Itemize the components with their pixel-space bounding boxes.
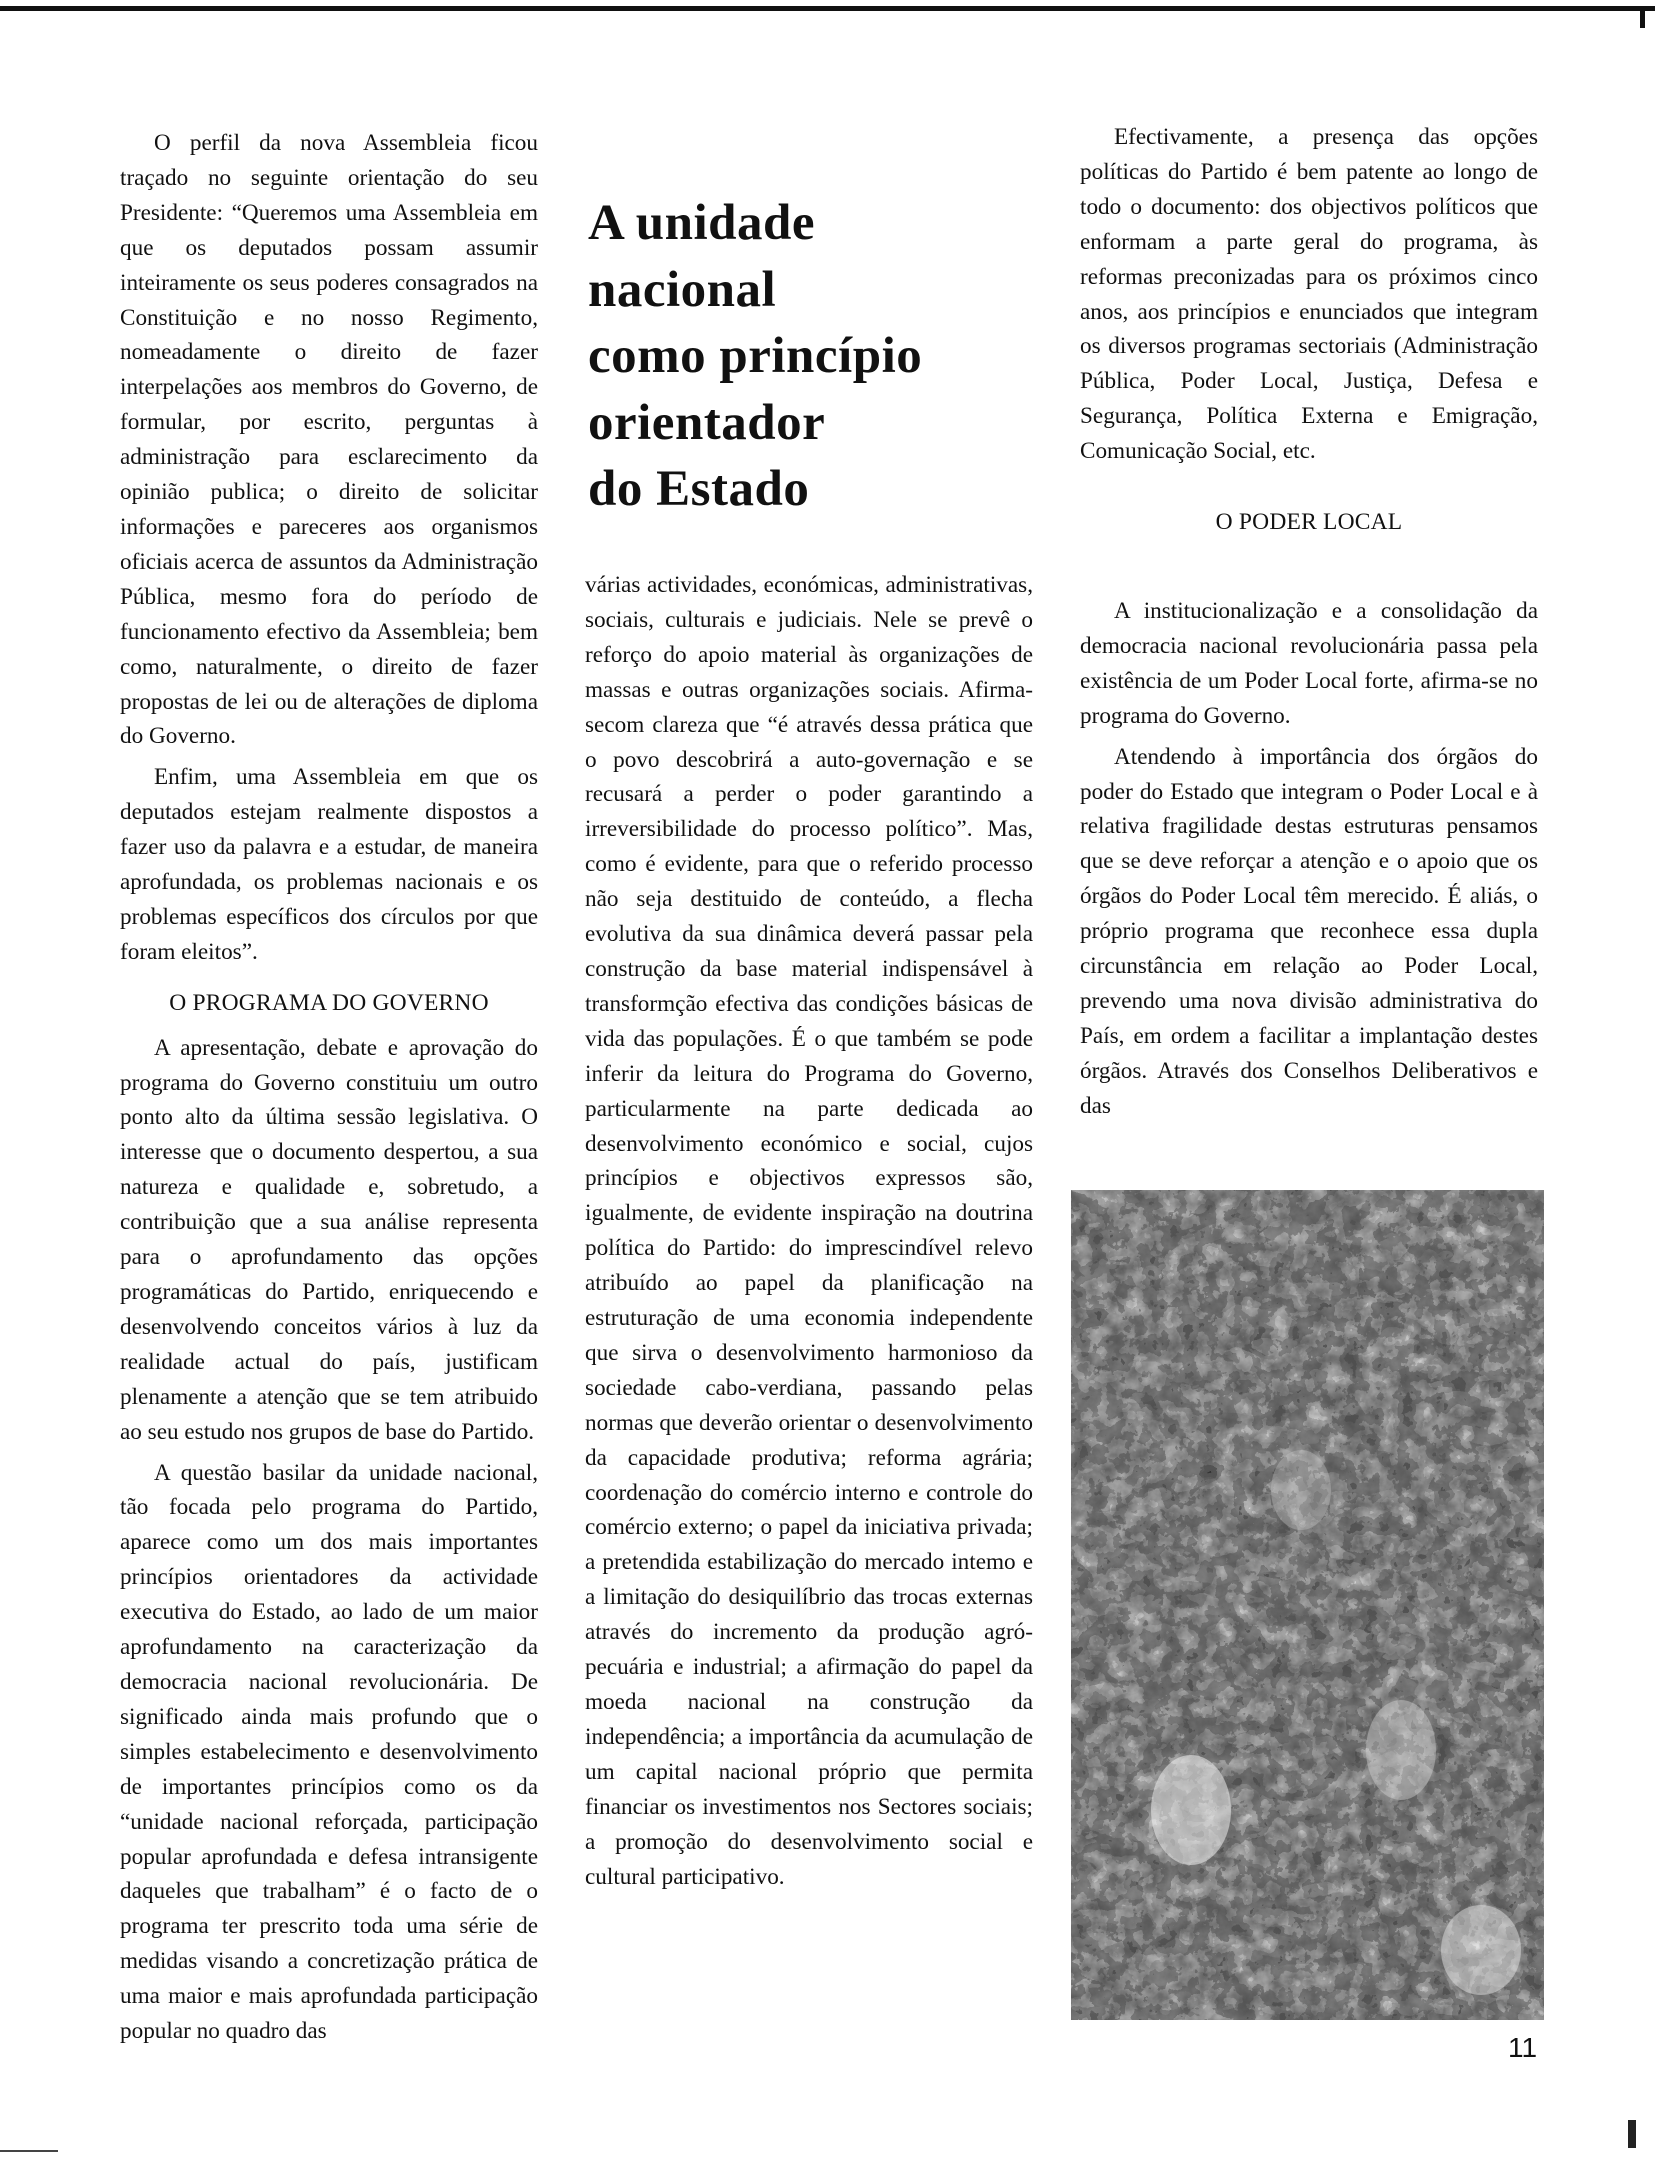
paragraph: Efectivamente, a presença das opções políticas do Partido é bem patente ao longo de todo o documento: dos objectivos políticos que enformam a parte geral do programa, às reformas preconizadas para os próximos cinco anos, aos princípios e enunciados que integram os diversos programas sectoriais (Administração Pública, Poder Local, Justiça, Defesa e Segurança, Política Externa e Emigração, Comunicação Social, etc. [1080,124,1538,465]
crowd-photo [1071,1190,1544,2020]
paragraph: A questão basilar da unidade nacional, tão focada pelo programa do Partido, aparece como um dos mais importantes princípios orientadores da actividade executiva do Estado, ao lado de um maior aprofundamento na caracterização da democracia nacional revolucionária. De significado ainda mais profundo que o simples estabelecimento e desenvolvimento de importantes princípios como os da “unidade nacional reforçada, participação popular aprofundada e defesa intransigente daqueles que trabalham” é o facto de o programa ter prescrito toda uma série de medidas visando a concretização prática de uma maior e mais aprofundada participação popular no quadro das [120,1459,538,2045]
title-line: nacional [588,261,777,318]
column-1 [120,126,538,2049]
scan-mark [1628,2120,1636,2148]
section-heading: O PROGRAMA DO GOVERNO [169,989,489,1016]
paragraph: várias actividades, económicas, administrativas, sociais, culturais e judiciais. Nele se prevê o reforço do apoio material às organizações de massas e outras organizações sociais. Afirma-secom clareza que “é através dessa prática que o povo descobrirá a auto-governação e se recusará a perder o poder garantindo a irreversibilidade do processo político”. Mas, como é evidente, para que o referido processo não seja destituido de conteúdo, a flecha evolutiva da sua dinâmica deverá passar pela construção da base material indispensável à transformção efectiva das condições básicas de vida das populações. É o que também se pode inferir da leitura do Programa do Governo, particularmente na parte dedicada ao desenvolvimento económico e social, cujos princípios e objectivos expressos são, igualmente, de evidente inspiração na doutrina política do Partido: do imprescindível relevo atribuído ao papel da planificação na estruturação de uma economia independente que sirva o desenvolvimento harmonioso da sociedade cabo-verdiana, passando pelas normas que deverão orientar o desenvolvimento da capacidade produtiva; reforma agrária; coordenação do comércio interno e controle do comércio externo; o papel da iniciativa privada; a pretendida estabilização do mercado intemo e a limitação do desiquilíbrio das trocas externas através do incremento da produção agró-pecuária e industrial; a afirmação do papel da moeda nacional na construção da independência; a importância da acumulação de um capital nacional próprio que permita financiar os investimentos nos Sectores sociais; a promoção do desenvolvimento social e cultural participativo. [585,572,1033,1890]
bottom-rule [0,2150,58,2152]
page-number: 11 [1508,2032,1538,2063]
title-line: A unidade [588,195,816,251]
paragraph: A institucionalização e a consolidação da democracia nacional revolucionária passa pela existência de um Poder Local forte, afirma-se no programa do Governo. [1080,597,1538,729]
section-heading: O PODER LOCAL [1215,509,1403,536]
article-title [588,190,1028,523]
title-line: do Estado [588,461,810,517]
column-2 [585,568,1033,1894]
title-line: como princípio [588,328,923,384]
column-3 [1080,120,1538,1124]
paragraph: A apresentação, debate e aprovação do programa do Governo constituiu um outro ponto alto da última sessão legislativa. O interesse que o documento despertou, a sua natureza e qualidade e, sobretudo, a contribuição que a sua análise representa para o aprofundamento das opções programáticas do Partido, enriquecendo e desenvolvendo conceitos vários à luz da realidade actual do país, justificam plenamente a atenção que se tem atribuido ao seu estudo nos grupos de base do Partido. [120,1034,538,1445]
top-rule [0,6,1655,11]
paragraph: Atendendo à importância dos órgãos do poder do Estado que integram o Poder Local e à relativa fragilidade destas estruturas pensamos que se deve reforçar a atenção e o apoio que os órgãos do Poder Local têm merecido. É aliás, o próprio programa que reconhece essa dupla circunstância em relação ao Poder Local, prevendo uma nova divisão administrativa do País, em ordem a facilitar a implantação destes órgãos. Através dos Conselhos Deliberativos e das [1080,743,1538,1119]
title-line: orientador [588,394,826,451]
paragraph: Enfim, uma Assembleia em que os deputados estejam realmente dispostos a fazer uso da palavra e a estudar, de maneira aprofundada, os problemas nacionais e os problemas específicos dos círculos por que foram eleitos”. [120,764,538,965]
top-rule-corner [1640,6,1645,28]
paragraph: O perfil da nova Assembleia ficou traçado no seguinte orientação do seu Presidente: “Queremos uma Assembleia em que os deputados possam assumir inteiramente os seus poderes consagrados na Constituição e no nosso Regimento, nomeadamente o direito de fazer interpelações aos membros do Governo, de formular, por escrito, perguntas à administração para esclarecimento da opinião publica; o direito de solicitar informações e pareceres aos organismos oficiais acerca de assuntos da Administração Pública, mesmo fora do período de funcionamento efectivo da Assembleia; bem como, naturalmente, o direito de fazer propostas de lei ou de alterações de diploma do Governo. [120,130,538,750]
